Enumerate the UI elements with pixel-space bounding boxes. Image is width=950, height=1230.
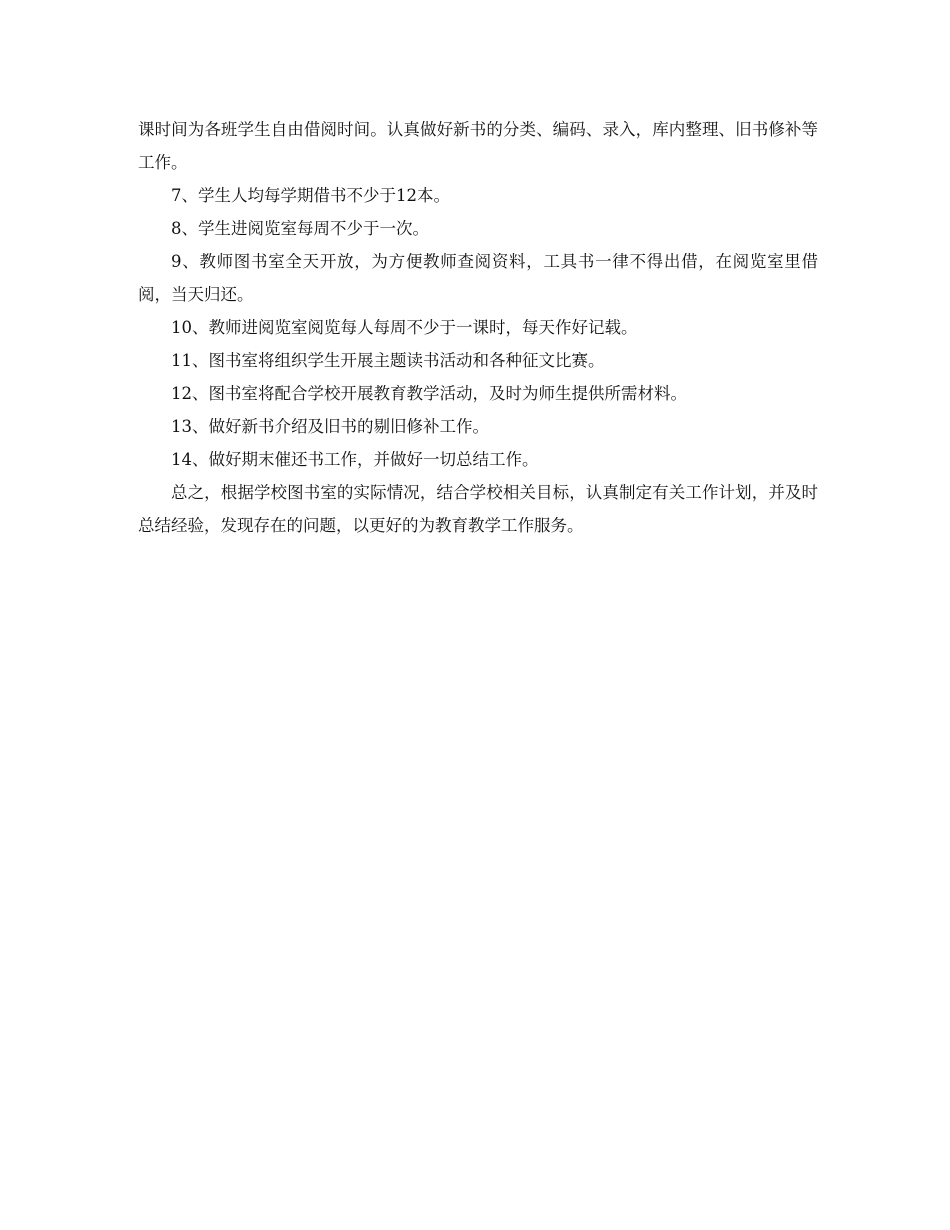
paragraph-item-12: 12、图书室将配合学校开展教育教学活动，及时为师生提供所需材料。 [171, 384, 687, 403]
document-body [138, 113, 818, 542]
paragraph-item-13: 13、做好新书介绍及旧书的剔旧修补工作。 [171, 417, 489, 436]
paragraph-item-9: 9、教师图书室全天开放，为方便教师查阅资料，工具书一律不得出借，在阅览室里借阅，当天归还。 [138, 252, 818, 304]
paragraph-item-7: 7、学生人均每学期借书不少于12本。 [171, 186, 450, 205]
paragraph-item-11: 11、图书室将组织学生开展主题读书活动和各种征文比赛。 [171, 351, 605, 370]
paragraph-item-14: 14、做好期末催还书工作，并做好一切总结工作。 [171, 450, 539, 469]
paragraph-summary: 总之，根据学校图书室的实际情况，结合学校相关目标，认真制定有关工作计划，并及时总结经验，发现存在的问题，以更好的为教育教学工作服务。 [138, 483, 818, 535]
paragraph-continuation: 课时间为各班学生自由借阅时间。认真做好新书的分类、编码、录入，库内整理、旧书修补等工作。 [138, 120, 818, 172]
paragraph-item-8: 8、学生进阅览室每周不少于一次。 [171, 219, 429, 238]
paragraph-item-10: 10、教师进阅览室阅览每人每周不少于一课时，每天作好记载。 [171, 318, 638, 337]
